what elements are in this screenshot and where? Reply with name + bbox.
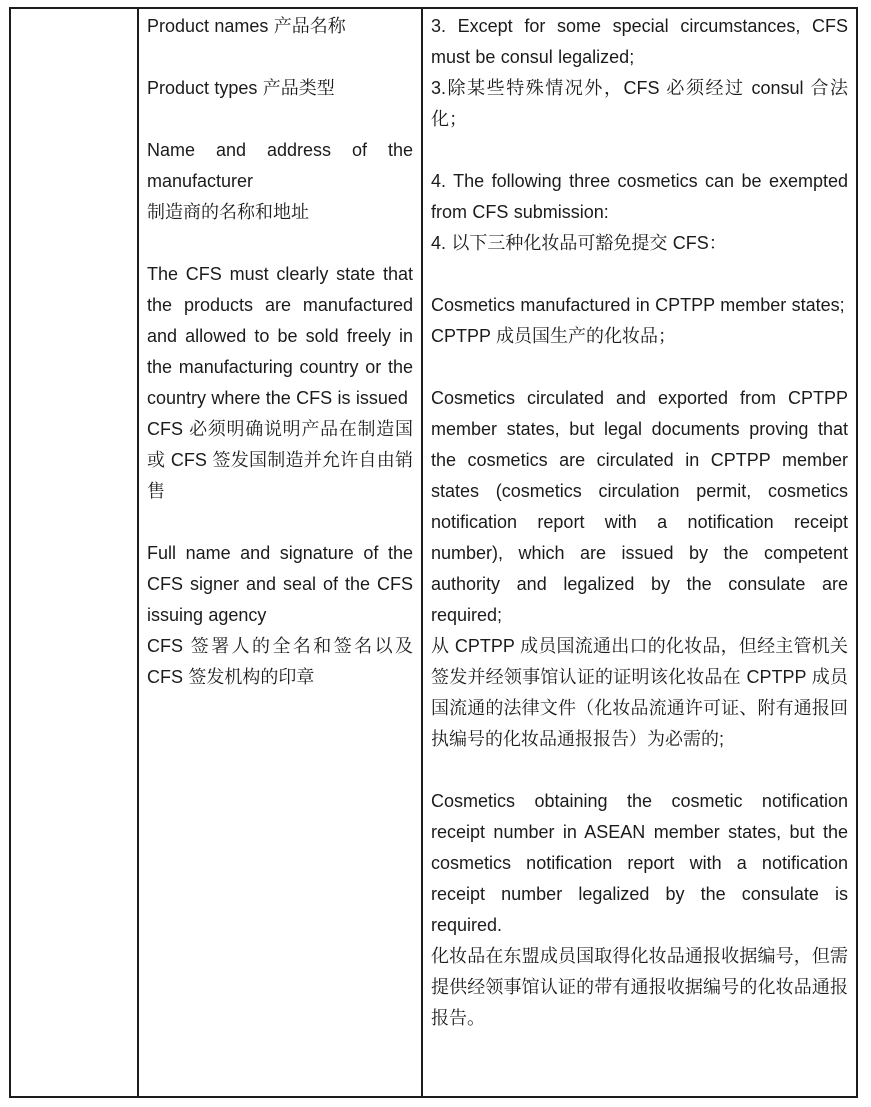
cfs-requirements-table — [9, 7, 858, 1098]
text-run: CFS 签署人的全名和签名以及 CFS 签发机构的印章 — [147, 636, 413, 687]
text-run: 4. The following three cosmetics can be exempted from CFS submission: — [431, 171, 848, 222]
paragraph — [431, 383, 848, 755]
paragraph — [147, 538, 413, 693]
paragraph — [431, 11, 848, 135]
paragraph — [431, 290, 848, 352]
text-run: Cosmetics circulated and exported from CPTPP member states, but legal documents proving that the cosmetics are circulated in CPTPP member states (cosmetics circulation permit, cosmetics notification report with a notification receipt number), which are issued by the competent authority and legalized by the consulate are required; — [431, 388, 848, 625]
text-run: 3. Except for some special circumstances, CFS must be consul legalized; — [431, 16, 848, 67]
text-run: 4. 以下三种化妆品可豁免提交 CFS： — [431, 233, 727, 253]
paragraph — [147, 73, 413, 104]
text-run: The CFS must clearly state that the products are manufactured and allowed to be sold freely in the manufacturing country or the country where the CFS is issued — [147, 264, 413, 408]
paragraph — [147, 259, 413, 507]
text-run: Cosmetics obtaining the cosmetic notification receipt number in ASEAN member states, but the cosmetics notification report with a notification receipt number legalized by the consulate is required. — [431, 791, 848, 935]
table-cell-cfs-legalization-provisions — [423, 9, 856, 1096]
text-run: 从 CPTPP 成员国流通出口的化妆品，但经主管机关签发并经领事馆认证的证明该化妆品在 CPTPP 成员国流通的法律文件（化妆品流通许可证、附有通报回执编号的化妆品通报报告）为必需的; — [431, 636, 848, 749]
text-run: Product types 产品类型 — [147, 78, 335, 98]
paragraph — [147, 11, 413, 42]
text-run: CFS 必须明确说明产品在制造国或 CFS 签发国制造并允许自由销售 — [147, 419, 413, 501]
text-run: 化妆品在东盟成员国取得化妆品通报收据编号，但需提供经领事馆认证的带有通报收据编号的化妆品通报报告。 — [431, 946, 848, 1028]
paragraph — [431, 166, 848, 259]
text-run: CPTPP 成员国生产的化妆品； — [431, 326, 677, 346]
text-run: 3.除某些特殊情况外，CFS 必须经过 consul 合法化； — [431, 78, 848, 129]
text-run: Product names 产品名称 — [147, 16, 346, 36]
text-run: Full name and signature of the CFS signer and seal of the CFS issuing agency — [147, 543, 413, 625]
text-run: Cosmetics manufactured in CPTPP member states; — [431, 295, 845, 315]
table-cell-cfs-content-requirements — [139, 9, 423, 1096]
table-cell-empty — [11, 9, 139, 1096]
paragraph — [431, 786, 848, 1034]
text-run: 制造商的名称和地址 — [147, 202, 309, 222]
text-run: Name and address of the manufacturer — [147, 140, 413, 191]
paragraph — [147, 135, 413, 228]
